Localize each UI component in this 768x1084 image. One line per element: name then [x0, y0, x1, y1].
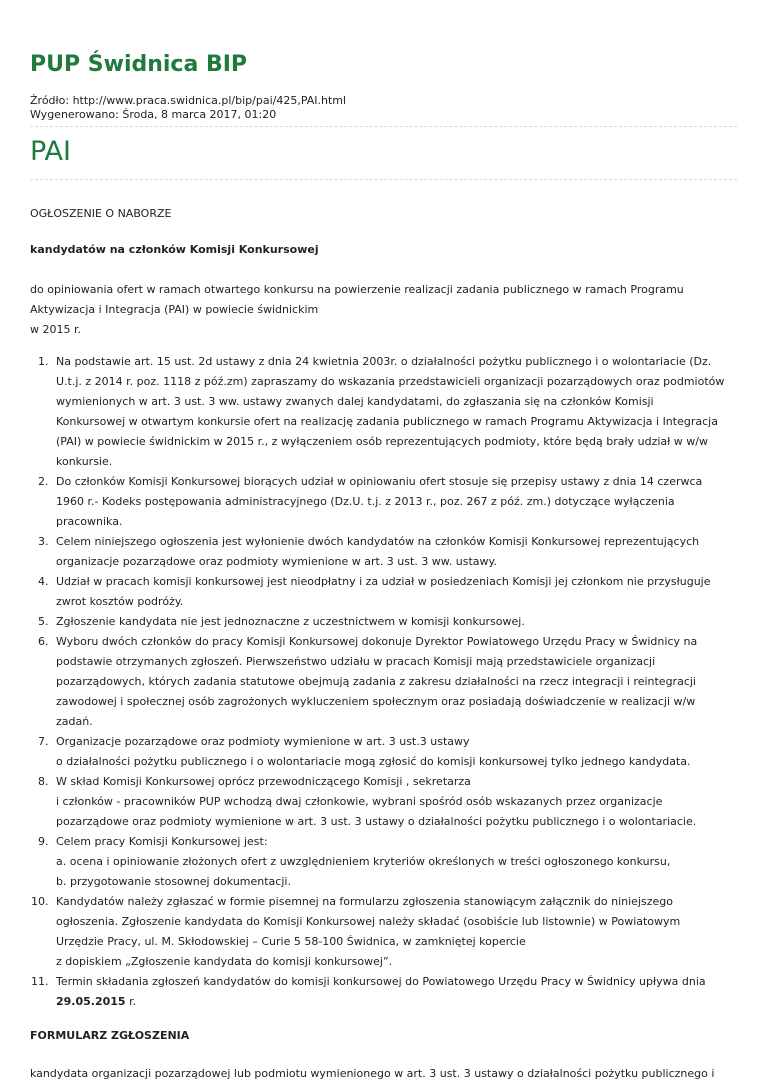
deadline-date: 29.05.2015 [56, 995, 126, 1008]
list-item [52, 532, 737, 572]
list-item [52, 732, 737, 772]
announcement-subtitle: kandydatów na członków Komisji Konkursowej [30, 243, 319, 256]
generated-line: Wygenerowano: Środa, 8 marca 2017, 01:20 [30, 108, 277, 121]
list-item [52, 892, 737, 972]
list-item-line: U.t.j. z 2014 r. poz. 1118 z póź.zm) zapraszamy do wskazania przedstawicieli organizacji pozarządowych oraz podmiotów [56, 375, 725, 388]
list-item-line: 6. Wyboru dwóch członków do pracy Komisji Konkursowej dokonuje Dyrektor Powiatowego Urzędu Pracy w Świdnicy na [56, 635, 698, 648]
list-item-line: o działalności pożytku publicznego i o wolontariacie mogą zgłosić do komisji konkursowej tylko jednego kandydata. [56, 755, 691, 768]
intro-paragraph [30, 280, 737, 340]
page-title: PAI [30, 136, 71, 167]
list-item [52, 472, 737, 532]
list-item-line: zadań. [56, 715, 93, 728]
list-item [52, 772, 737, 832]
site-title: PUP Świdnica BIP [30, 52, 248, 77]
list-item-line: 4. Udział w pracach komisji konkursowej jest nieodpłatny i za udział w posiedzeniach Komisji jej członkom nie przysługuje [56, 575, 711, 588]
deadline-suffix: r. [125, 995, 137, 1008]
form-heading: FORMULARZ ZGŁOSZENIA [30, 1029, 190, 1042]
list-item-line: Urzędzie Pracy, ul. M. Skłodowskiej – Curie 5 58-100 Świdnica, w zamkniętej kopercie [56, 935, 526, 948]
article-body [30, 204, 737, 1084]
list-item-line: (PAI) w powiecie świdnickim w 2015 r., z wyłączeniem osób reprezentujących podmioty, które będą brały udział w w/w [56, 435, 708, 448]
list-item [52, 352, 737, 472]
list-item-line: 3. Celem niniejszego ogłoszenia jest wyłonienie dwóch kandydatów na członków Komisji Konkursowej reprezentujących [56, 535, 700, 548]
list-item-line: wymienionych w art. 3 ust. 3 ww. ustawy zwanych dalej kandydatami, do zgłaszania się na członków Komisji [56, 395, 654, 408]
list-item-line: 1. Na podstawie art. 15 ust. 2d ustawy z dnia 24 kwietnia 2003r. o działalności pożytku publicznego i o wolontariacie (Dz. [56, 355, 712, 368]
sub-list-item: a. ocena i opiniowanie złożonych ofert z uwzględnieniem kryteriów określonych w treści ogłoszonego konkursu, [56, 855, 671, 868]
list-item-line: 11. Termin składania zgłoszeń kandydatów do komisji konkursowej do Powiatowego Urzędu Pracy w Świdnicy upływa dnia [56, 975, 706, 988]
list-item-line: z dopiskiem „Zgłoszenie kandydata do komisji konkursowej”. [56, 955, 393, 968]
divider [30, 179, 737, 180]
list-item-line: 2. Do członków Komisji Konkursowej biorących udział w opiniowaniu ofert stosuje się przepisy ustawy z dnia 14 czerwca [56, 475, 703, 488]
list-item-line: 8. W skład Komisji Konkursowej oprócz przewodniczącego Komisji , sekretarza [56, 775, 471, 788]
list-item-line: ogłoszenia. Zgłoszenie kandydata do Komisji Konkursowej należy składać (osobiście lub listownie) w Powiatowym [56, 915, 681, 928]
intro-line: do opiniowania ofert w ramach otwartego konkursu na powierzenie realizacji zadania publicznego w ramach Programu [30, 283, 684, 296]
intro-line: Aktywizacja i Integracja (PAI) w powiecie świdnickim [30, 303, 319, 316]
list-item [52, 572, 737, 612]
announcement-heading: OGŁOSZENIE O NABORZE [30, 207, 172, 220]
sub-list [56, 852, 737, 892]
source-line: Źródło: http://www.praca.swidnica.pl/bip/pai/425,PAI.html [30, 94, 347, 107]
list-item-line: zawodowej i społecznej osób zagrożonych wykluczeniem społecznym oraz posiadają doświadczenie w realizacji w/w [56, 695, 696, 708]
list-item-line: konkursie. [56, 455, 113, 468]
list-item [52, 832, 737, 892]
list-item-line: pracownika. [56, 515, 123, 528]
list-item [52, 972, 737, 1012]
list-item-line: organizacje pozarządowe oraz podmioty wymienione w art. 3 ust. 3 ww. ustawy. [56, 555, 497, 568]
list-item-line: pozarządowe oraz podmioty wymienione w art. 3 ust. 3 ustawy o działalności pożytku publicznego i o wolontariacie. [56, 815, 697, 828]
list-item-line: 1960 r.- Kodeks postępowania administracyjnego (Dz.U. t.j. z 2013 r., poz. 267 z póź. zm.) dotyczące wyłączenia [56, 495, 675, 508]
rules-list [30, 352, 737, 1012]
list-item [52, 632, 737, 732]
list-item-line: 10. Kandydatów należy zgłaszać w formie pisemnej na formularzu zgłoszenia stanowiącym załącznik do niniejszego [56, 895, 673, 908]
sub-list-item: b. przygotowanie stosownej dokumentacji. [56, 875, 291, 888]
intro-line: w 2015 r. [30, 323, 81, 336]
list-item-line: 7. Organizacje pozarządowe oraz podmioty wymienione w art. 3 ust.3 ustawy [56, 735, 470, 748]
list-item-line: Konkursowej w otwartym konkursie ofert na realizację zadania publicznego w ramach Programu Aktywizacja i Integracja [56, 415, 718, 428]
form-intro: kandydata organizacji pozarządowej lub podmiotu wymienionego w art. 3 ust. 3 ustawy o działalności pożytku publicznego i [30, 1067, 715, 1080]
document-meta [30, 94, 737, 122]
list-item-line: pozarządowych, których zadania statutowe obejmują zadania z zakresu działalności na rzecz integracji i reintegracji [56, 675, 696, 688]
list-item-line: i członków - pracowników PUP wchodzą dwaj członkowie, wybrani spośród osób wskazanych przez organizacje [56, 795, 663, 808]
list-item-line: 5. Zgłoszenie kandydata nie jest jednoznaczne z uczestnictwem w komisji konkursowej. [56, 615, 525, 628]
divider [30, 126, 737, 127]
deadline-line [56, 992, 737, 1012]
list-item-line: zwrot kosztów podróży. [56, 595, 184, 608]
list-item-line: 9. Celem pracy Komisji Konkursowej jest: [56, 835, 268, 848]
list-item-line: podstawie otrzymanych zgłoszeń. Pierwszeństwo udziału w pracach Komisji mają przedstawiciele organizacji [56, 655, 656, 668]
list-item [52, 612, 737, 632]
